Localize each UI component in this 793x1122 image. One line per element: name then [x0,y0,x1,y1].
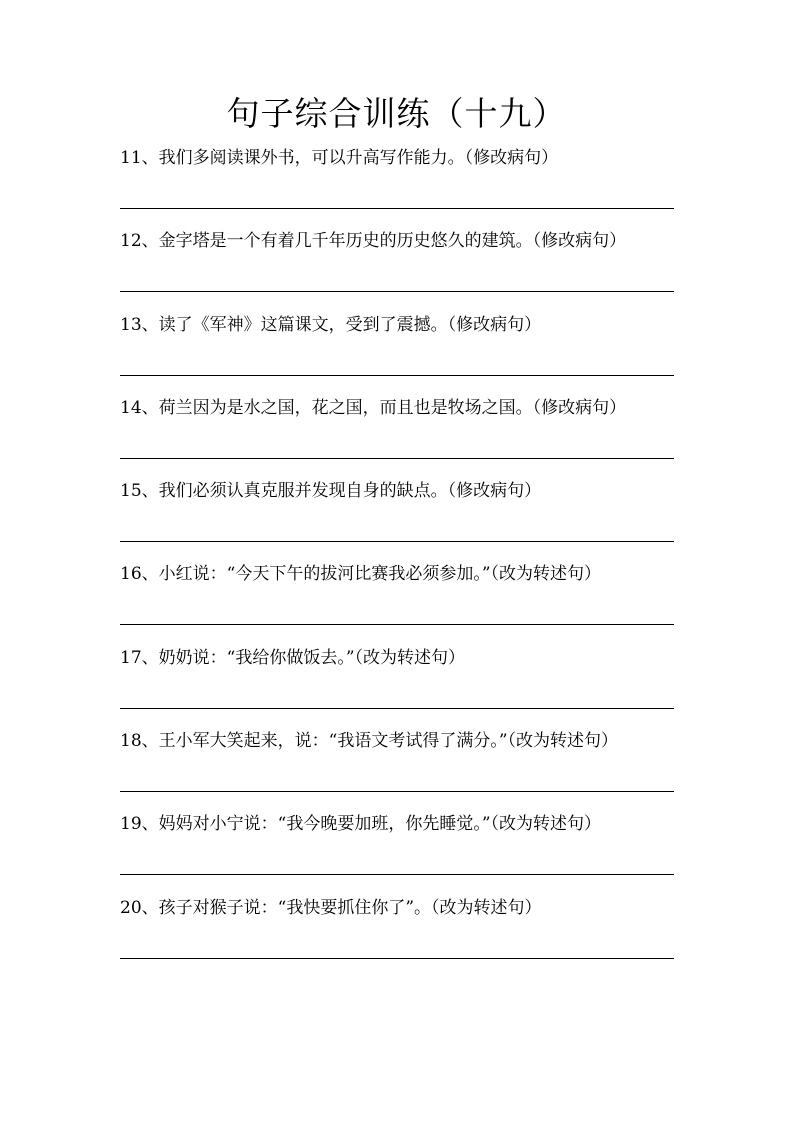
question-item [120,476,674,559]
question-list [120,143,674,976]
answer-line[interactable] [120,375,674,376]
question-item [120,893,674,976]
answer-line[interactable] [120,208,674,209]
question-text: 17、奶奶说：“我给你做饭去。”（改为转述句） [120,647,466,668]
question-text: 20、孩子对猴子说：“我快要抓住你了”。（改为转述句） [120,897,542,918]
question-item [120,143,674,226]
question-text: 13、读了《军神》这篇课文，受到了震撼。（修改病句） [120,314,542,335]
answer-line[interactable] [120,874,674,875]
answer-line[interactable] [120,958,674,959]
question-text: 15、我们必须认真克服并发现自身的缺点。（修改病句） [120,481,542,502]
question-text: 11、我们多阅读课外书，可以升高写作能力。（修改病句） [120,148,559,168]
question-text: 16、小红说：“今天下午的拔河比赛我必须参加。”（改为转述句） [120,564,602,585]
question-item [120,643,674,726]
answer-line[interactable] [120,458,674,459]
answer-line[interactable] [120,291,674,292]
question-text: 18、王小军大笑起来，说：“我语文考试得了满分。”（改为转述句） [120,731,619,752]
question-item [120,559,674,642]
question-item [120,726,674,809]
answer-line[interactable] [120,791,674,792]
question-text: 19、妈妈对小宁说：“我今晚要加班，你先睡觉。”（改为转述句） [120,814,602,835]
question-item [120,310,674,393]
question-text: 12、金字塔是一个有着几千年历史的历史悠久的建筑。（修改病句） [120,231,627,252]
answer-line[interactable] [120,541,674,542]
page-title: 句子综合训练（十九） [226,94,567,133]
answer-line[interactable] [120,708,674,709]
question-item [120,226,674,309]
question-item [120,393,674,476]
question-item [120,809,674,892]
question-text: 14、荷兰因为是水之国，花之国，而且也是牧场之国。（修改病句） [120,397,627,418]
answer-line[interactable] [120,624,674,625]
